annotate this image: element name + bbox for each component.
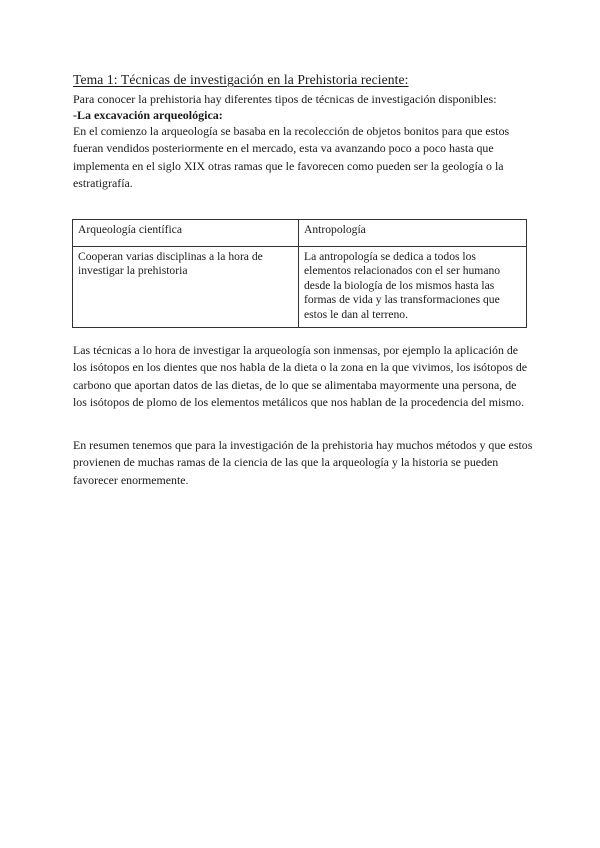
paragraph-techniques: Las técnicas a lo hora de investigar la arqueología son inmensas, por ejemplo la aplicación de los isótopos en los dientes que nos habla de la dieta o la zona en la que vivimos, los isótopos de carbono que aportan datos de las dietas, de lo que se alimentaba mayormente una persona, de los isótopos de plomo de los elementos metálicos que nos hablan de la procedencia del mismo. (73, 343, 528, 410)
document-title: Tema 1: Técnicas de investigación en la Prehistoria reciente: (73, 72, 409, 87)
table-header-row (73, 220, 527, 247)
intro-line: Para conocer la prehistoria hay diferentes tipos de técnicas de investigación disponibles: (73, 92, 497, 106)
table-cell: Cooperan varias disciplinas a la hora de investigar la prehistoria (73, 247, 299, 328)
table-cell: La antropología se dedica a todos los elementos relacionados con el ser humano desde la biología de los mismos hasta las formas de vida y las transformaciones que estos le dan al terreno. (299, 247, 527, 328)
table-row (73, 247, 527, 328)
paragraph-summary: En resumen tenemos que para la investigación de la prehistoria hay muchos métodos y que estos provienen de muchas ramas de la ciencia de las que la arqueología y la historia se pueden favorecer enormemente. (73, 438, 533, 487)
table-header-cell: Antropología (299, 220, 527, 247)
paragraph-history: En el comienzo la arqueología se basaba en la recolección de objetos bonitos para que estos fueran vendidos posteriormente en el mercado, esta va avanzando poco a poco hasta que implementa en el siglo XIX otras ramas que le favorecen como pueden ser la geología o la estratigrafía. (73, 124, 510, 191)
section-subheading: -La excavación arqueológica: (73, 108, 223, 122)
comparison-table (72, 219, 527, 328)
table-header-cell: Arqueología científica (73, 220, 299, 247)
